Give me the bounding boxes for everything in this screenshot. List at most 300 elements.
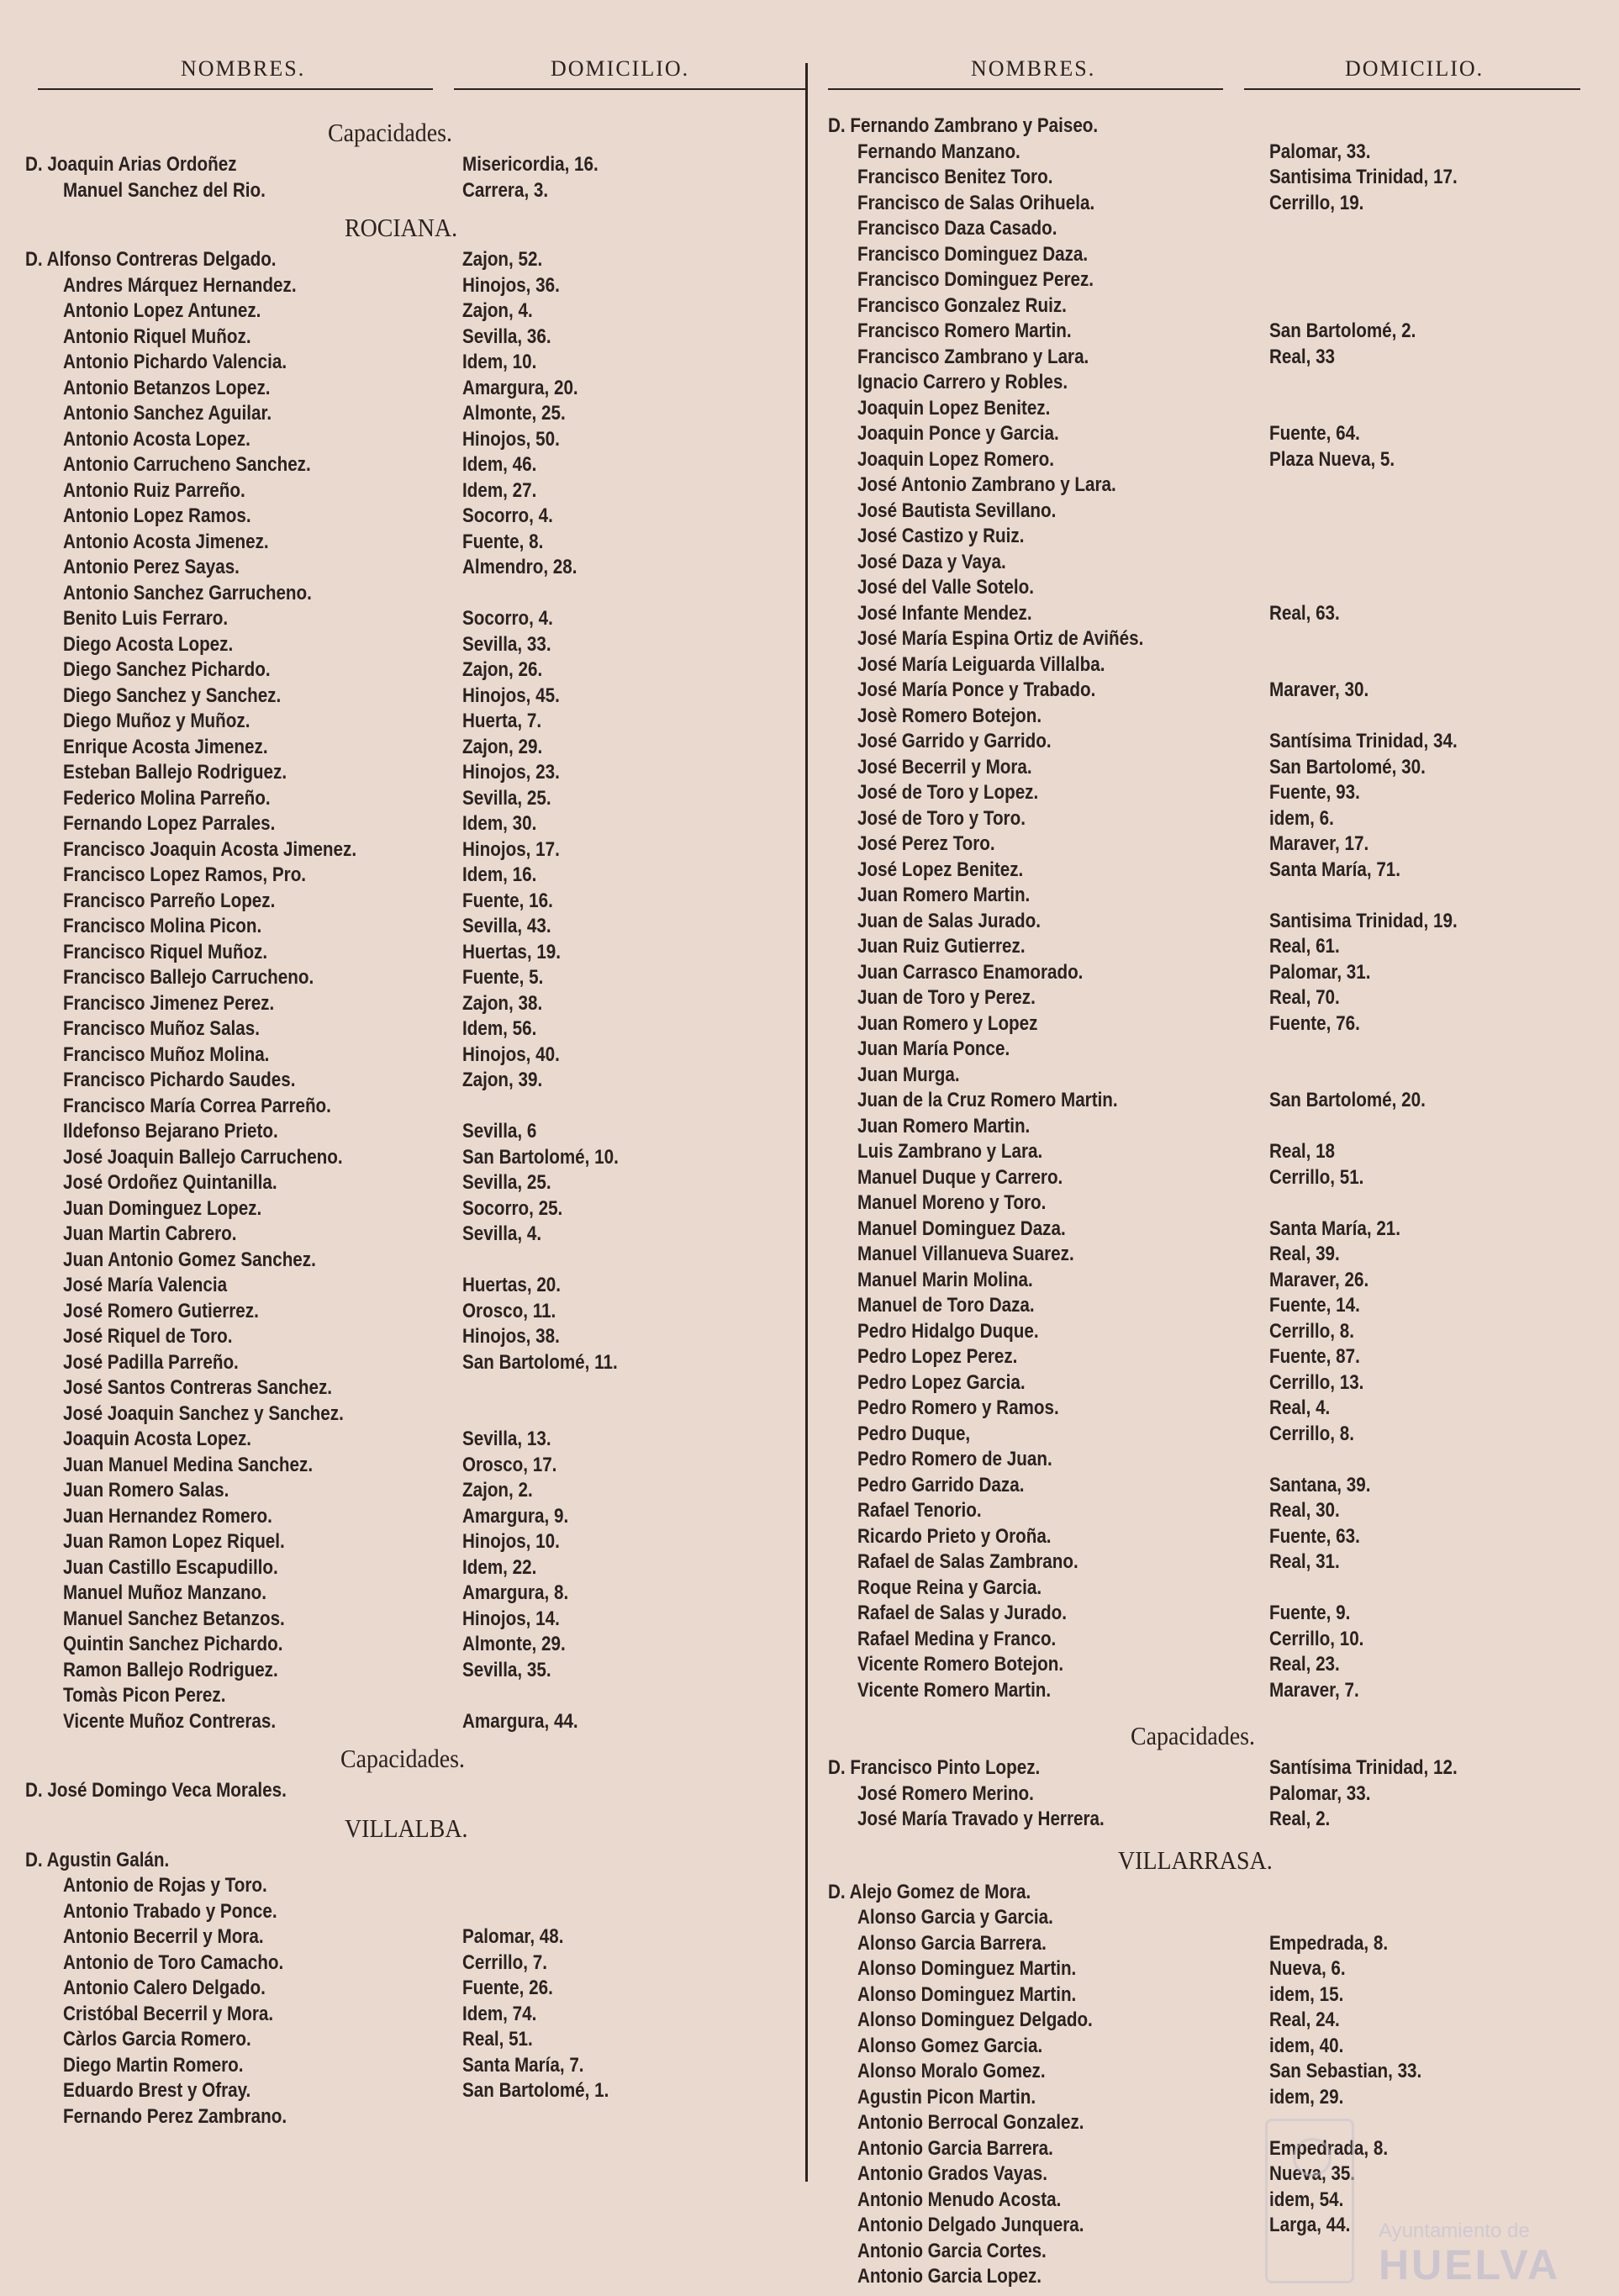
- list-item: [25, 298, 782, 325]
- list-item: [25, 1375, 782, 1401]
- list-item: [828, 1088, 1585, 1114]
- person-address: Misericordia, 16.: [462, 153, 599, 176]
- list-item: [828, 1268, 1585, 1294]
- person-name: Manuel Villanueva Suarez.: [857, 1243, 1074, 1265]
- person-name: Benito Luis Ferraro.: [63, 607, 229, 630]
- list-item: [25, 478, 782, 504]
- person-address: Idem, 74.: [462, 2002, 537, 2025]
- list-item: [828, 1319, 1585, 1345]
- person-name: Juan Carrasco Enamorado.: [857, 960, 1084, 984]
- list-item: [828, 729, 1585, 755]
- person-name: Juan Romero Salas.: [63, 1479, 229, 1502]
- person-address: Nueva, 35.: [1269, 2162, 1356, 2185]
- person-address: Almonte, 25.: [462, 402, 566, 425]
- person-name: Francisco Muñoz Salas.: [63, 1017, 260, 1040]
- list-item: [828, 1165, 1585, 1191]
- person-address: Real, 39.: [1269, 1243, 1340, 1265]
- list-item: [828, 396, 1585, 422]
- person-name: Josè Romero Botejon.: [857, 704, 1042, 727]
- person-name: Francisco Gonzalez Ruiz.: [857, 293, 1067, 317]
- person-name: Càrlos Garcia Romero.: [63, 2028, 251, 2051]
- list-item: [25, 760, 782, 786]
- list-item: [828, 421, 1585, 447]
- list-item: [25, 684, 782, 710]
- person-address: Huerta, 7.: [462, 710, 542, 732]
- list-item: [25, 1427, 782, 1453]
- person-address: Real, 4.: [1269, 1396, 1331, 1419]
- person-address: Sevilla, 25.: [462, 1171, 551, 1194]
- person-address: Zajon, 26.: [462, 658, 543, 681]
- list-item: [25, 1273, 782, 1299]
- person-address: Real, 18: [1269, 1140, 1336, 1163]
- person-name: Francisco Zambrano y Lara.: [857, 345, 1089, 368]
- list-item: [25, 940, 782, 966]
- person-address: Carrera, 3.: [462, 178, 549, 202]
- list-item: [25, 2104, 782, 2130]
- list-item: [828, 1396, 1585, 1422]
- spacer: [828, 1833, 1585, 1841]
- person-address: Hinojos, 17.: [462, 837, 560, 861]
- left-column-header: [25, 46, 782, 80]
- list-item: [828, 2161, 1585, 2188]
- person-name: Diego Acosta Lopez.: [63, 632, 234, 656]
- list-item: [25, 427, 782, 453]
- list-item: [25, 837, 782, 863]
- person-name: Alonso Dominguez Delgado.: [857, 2008, 1093, 2031]
- person-address: Zajon, 2.: [462, 1479, 533, 1502]
- person-address: Sevilla, 4.: [462, 1222, 542, 1245]
- person-name: José Romero Merino.: [857, 1781, 1034, 1805]
- section-title: [25, 1809, 782, 1848]
- person-name: José Riquel de Toro.: [63, 1325, 233, 1348]
- person-address: Palomar, 48.: [462, 1925, 564, 1948]
- person-address: Plaza Nueva, 5.: [1269, 447, 1395, 471]
- person-name: Antonio Lopez Ramos.: [63, 504, 251, 527]
- person-name: Joaquin Acosta Lopez.: [63, 1428, 252, 1450]
- person-address: Amargura, 8.: [462, 1581, 569, 1604]
- list-item: [828, 934, 1585, 960]
- list-item: [828, 2188, 1585, 2214]
- person-address: Zajon, 38.: [462, 991, 543, 1015]
- person-address: Palomar, 33.: [1269, 140, 1371, 163]
- person-name: Fernando Lopez Parrales.: [63, 812, 276, 835]
- person-name: Juan Romero Martin.: [857, 884, 1031, 906]
- list-item: [828, 2136, 1585, 2162]
- list-item: [828, 550, 1585, 576]
- person-address: Real, 61.: [1269, 935, 1340, 958]
- person-name: José del Valle Sotelo.: [857, 576, 1034, 599]
- list-item: [828, 678, 1585, 704]
- person-name: Diego Sanchez y Sanchez.: [63, 684, 282, 707]
- section-title-text: VILLALBA.: [345, 1813, 468, 1843]
- person-name: Rafael de Salas y Jurado.: [857, 1602, 1067, 1624]
- list-item: [828, 319, 1585, 345]
- person-name: Francisco Daza Casado.: [857, 217, 1057, 240]
- section-title-text: Capacidades.: [340, 1744, 465, 1773]
- person-name: Juan Ruiz Gutierrez.: [857, 935, 1026, 958]
- person-name: Juan Manuel Medina Sanchez.: [63, 1453, 314, 1476]
- list-item: [828, 524, 1585, 550]
- person-name: Antonio Acosta Lopez.: [63, 427, 250, 451]
- list-item: [828, 472, 1585, 499]
- person-name: Rafael de Salas Zambrano.: [857, 1550, 1078, 1573]
- list-item: [25, 709, 782, 735]
- person-address: Sevilla, 36.: [462, 325, 551, 348]
- person-address: Fuente, 9.: [1269, 1602, 1351, 1624]
- watermark-top-text: Ayuntamiento de: [1379, 2219, 1530, 2242]
- person-name: Joaquin Ponce y Garcia.: [857, 422, 1059, 445]
- list-item: [828, 1293, 1585, 1319]
- person-address: Socorro, 4.: [462, 504, 553, 527]
- list-item: [828, 242, 1585, 268]
- person-address: Zajon, 29.: [462, 735, 543, 758]
- list-item: [25, 914, 782, 940]
- list-item: [828, 806, 1585, 832]
- list-item: [25, 1350, 782, 1376]
- list-item: [828, 1063, 1585, 1089]
- person-name: Agustin Picon Martin.: [857, 2085, 1036, 2109]
- list-item: [828, 140, 1585, 166]
- person-address: San Sebastian, 33.: [1269, 2060, 1422, 2082]
- person-name: Francisco Benitez Toro.: [857, 166, 1053, 188]
- person-name: Antonio Acosta Jimenez.: [63, 530, 269, 553]
- list-item: [828, 960, 1585, 986]
- list-item: [828, 447, 1585, 473]
- person-address: Cerrillo, 8.: [1269, 1422, 1354, 1445]
- person-name: Francisco Jimenez Perez.: [63, 991, 275, 1015]
- person-name: Joaquin Lopez Romero.: [857, 447, 1054, 471]
- list-item: [25, 1658, 782, 1684]
- person-name: José Bautista Sevillano.: [857, 499, 1057, 522]
- list-item: [25, 632, 782, 658]
- person-name: Antonio Sanchez Garrucheno.: [63, 581, 312, 604]
- person-address: Fuente, 64.: [1269, 422, 1360, 445]
- person-name: Fernando Perez Zambrano.: [63, 2104, 287, 2128]
- list-item: [25, 1299, 782, 1325]
- section-title-text: Capacidades.: [1131, 1721, 1255, 1750]
- person-name: Andres Márquez Hernandez.: [63, 273, 297, 297]
- person-address: idem, 40.: [1269, 2034, 1344, 2057]
- person-address: Hinojos, 14.: [462, 1607, 560, 1630]
- person-name: Francisco Pichardo Saudes.: [63, 1069, 296, 1091]
- list-item: [25, 2053, 782, 2079]
- person-name: Vicente Romero Martin.: [857, 1678, 1052, 1702]
- list-item: [828, 165, 1585, 191]
- list-item: [828, 267, 1585, 293]
- person-name: Eduardo Brest y Ofray.: [63, 2079, 251, 2102]
- person-address: Hinojos, 23.: [462, 761, 560, 784]
- list-item: [25, 530, 782, 556]
- person-address: Almendro, 28.: [462, 556, 577, 578]
- person-name: Pedro Garrido Daza.: [857, 1473, 1025, 1496]
- list-item: [828, 370, 1585, 396]
- person-address: Empedrada, 8.: [1269, 1931, 1389, 1955]
- names-header: NOMBRES.: [971, 56, 1096, 81]
- section-title: [25, 113, 782, 152]
- list-item: [828, 1755, 1585, 1781]
- person-address: Santisima Trinidad, 17.: [1269, 166, 1458, 188]
- list-item: [828, 1524, 1585, 1550]
- person-name: Esteban Ballejo Rodriguez.: [63, 761, 287, 784]
- person-address: Larga, 44.: [1269, 2214, 1351, 2236]
- person-name: Antonio Berrocal Gonzalez.: [857, 2111, 1084, 2134]
- list-item: [828, 1037, 1585, 1063]
- person-name: Juan Murga.: [857, 1063, 960, 1086]
- person-name: Antonio Carrucheno Sanchez.: [63, 453, 311, 476]
- person-name: Manuel Muñoz Manzano.: [63, 1581, 266, 1604]
- list-item: [25, 1899, 782, 1925]
- list-item: [25, 863, 782, 889]
- person-name: Tomàs Picon Perez.: [63, 1684, 226, 1707]
- person-address: Real, 2.: [1269, 1808, 1331, 1830]
- person-name: Antonio Calero Delgado.: [63, 1977, 266, 1999]
- person-name: José Garrido y Garrido.: [857, 730, 1052, 752]
- person-name: D. Fernando Zambrano y Paiseo.: [828, 114, 1099, 137]
- list-item: [25, 1196, 782, 1222]
- person-name: Alonso Gomez Garcia.: [857, 2034, 1043, 2057]
- list-item: [828, 704, 1585, 730]
- person-name: Enrique Acosta Jimenez.: [63, 735, 268, 758]
- list-item: [828, 2110, 1585, 2136]
- person-address: Santisima Trinidad, 19.: [1269, 909, 1458, 932]
- person-address: Maraver, 30.: [1269, 678, 1369, 701]
- list-item: [25, 1068, 782, 1094]
- person-name: Pedro Romero de Juan.: [857, 1448, 1052, 1470]
- list-item: [828, 1447, 1585, 1473]
- person-name: José María Valencia: [63, 1274, 228, 1296]
- person-name: Manuel Marin Molina.: [857, 1268, 1033, 1291]
- section-title: [828, 1841, 1585, 1880]
- person-address: Real, 63.: [1269, 601, 1340, 625]
- list-item: [828, 113, 1585, 140]
- person-name: Francisco Parreño Lopez.: [63, 889, 276, 912]
- person-name: Alonso Garcia Barrera.: [857, 1931, 1047, 1955]
- person-address: Cerrillo, 10.: [1269, 1627, 1364, 1650]
- list-item: [828, 1242, 1585, 1268]
- person-address: Real, 30.: [1269, 1499, 1340, 1522]
- list-item: [25, 1145, 782, 1171]
- header-rule: [454, 88, 807, 90]
- person-address: Amargura, 9.: [462, 1504, 569, 1528]
- names-header: NOMBRES.: [181, 56, 306, 81]
- person-name: Francisco Joaquin Acosta Jimenez.: [63, 837, 357, 861]
- person-address: Hinojos, 40.: [462, 1042, 560, 1066]
- list-item: [828, 1370, 1585, 1396]
- section-title-text: VILLARRASA.: [1118, 1845, 1273, 1875]
- person-name: Diego Martin Romero.: [63, 2053, 244, 2077]
- person-name: Alonso Garcia y Garcia.: [857, 1906, 1053, 1929]
- list-item: [25, 1709, 782, 1735]
- person-address: Fuente, 87.: [1269, 1345, 1360, 1368]
- person-address: Hinojos, 36.: [462, 273, 560, 297]
- person-address: Fuente, 76.: [1269, 1011, 1360, 1035]
- person-name: Federico Molina Parreño.: [63, 786, 271, 810]
- list-item: [828, 1807, 1585, 1833]
- list-item: [25, 1873, 782, 1899]
- list-item: [25, 1529, 782, 1555]
- section-title: [828, 1717, 1585, 1755]
- person-address: Santísima Trinidad, 12.: [1269, 1756, 1458, 1779]
- section-title: [25, 1739, 782, 1778]
- address-header: DOMICILIO.: [551, 56, 690, 81]
- person-name: Quintin Sanchez Pichardo.: [63, 1633, 283, 1655]
- list-item: [828, 1114, 1585, 1140]
- list-item: [828, 1344, 1585, 1370]
- person-address: Zajon, 4.: [462, 299, 533, 322]
- list-item: [828, 883, 1585, 909]
- person-name: Juan Antonio Gomez Sanchez.: [63, 1248, 316, 1271]
- person-name: Fernando Manzano.: [857, 140, 1020, 163]
- person-name: Juan Hernandez Romero.: [63, 1504, 272, 1528]
- person-name: José Lopez Benitez.: [857, 858, 1024, 881]
- person-address: Sevilla, 33.: [462, 632, 551, 656]
- person-name: Cristóbal Becerril y Mora.: [63, 2002, 274, 2025]
- person-name: Antonio Ruiz Parreño.: [63, 478, 245, 502]
- list-item: [828, 2059, 1585, 2085]
- person-address: Sevilla, 35.: [462, 1658, 551, 1681]
- person-address: Cerrillo, 13.: [1269, 1370, 1364, 1394]
- header-rule: [38, 88, 433, 90]
- person-name: Francisco Romero Martin.: [857, 319, 1072, 342]
- list-item: [25, 1555, 782, 1581]
- person-name: Antonio Menudo Acosta.: [857, 2188, 1062, 2211]
- list-item: [25, 1683, 782, 1709]
- list-item: [25, 1607, 782, 1633]
- person-name: Pedro Lopez Garcia.: [857, 1370, 1026, 1394]
- person-name: Antonio de Toro Camacho.: [63, 1950, 284, 1974]
- list-item: [828, 499, 1585, 525]
- list-item: [25, 1581, 782, 1607]
- person-name: Antonio Lopez Antunez.: [63, 299, 261, 322]
- list-item: [25, 376, 782, 402]
- list-item: [25, 350, 782, 376]
- person-address: San Bartolomé, 2.: [1269, 319, 1416, 342]
- person-address: idem, 54.: [1269, 2188, 1344, 2211]
- person-name: Manuel Moreno y Toro.: [857, 1191, 1047, 1214]
- list-item: [828, 1652, 1585, 1678]
- list-item: [25, 657, 782, 684]
- list-item: [25, 1976, 782, 2002]
- person-name: Juan de Salas Jurado.: [857, 909, 1041, 932]
- list-item: [25, 2078, 782, 2104]
- list-item: [25, 889, 782, 915]
- list-item: [25, 1119, 782, 1145]
- person-address: Almonte, 29.: [462, 1633, 566, 1655]
- list-item: [25, 555, 782, 581]
- person-address: Fuente, 63.: [1269, 1524, 1360, 1548]
- list-item: [828, 1781, 1585, 1808]
- list-item: [25, 1632, 782, 1658]
- person-name: Francisco Ballejo Carrucheno.: [63, 966, 314, 989]
- list-item: [25, 1094, 782, 1120]
- person-address: Santísima Trinidad, 34.: [1269, 730, 1458, 752]
- list-item: [25, 1504, 782, 1530]
- person-name: Juan María Ponce.: [857, 1037, 1010, 1060]
- person-name: Pedro Romero y Ramos.: [857, 1396, 1059, 1419]
- list-item: [828, 2008, 1585, 2034]
- person-name: José Becerril y Mora.: [857, 755, 1032, 779]
- left-list: [25, 113, 782, 2130]
- list-item: [25, 325, 782, 351]
- person-name: Pedro Duque,: [857, 1422, 971, 1445]
- list-item: [828, 831, 1585, 858]
- person-address: idem, 6.: [1269, 806, 1334, 830]
- person-name: Francisco Dominguez Daza.: [857, 242, 1089, 266]
- person-name: D. Alejo Gomez de Mora.: [828, 1880, 1031, 1903]
- person-address: Santa María, 71.: [1269, 858, 1401, 881]
- person-name: Manuel Sanchez Betanzos.: [63, 1607, 285, 1630]
- person-address: Santana, 39.: [1269, 1473, 1371, 1496]
- person-address: Fuente, 5.: [462, 966, 544, 989]
- person-name: Ramon Ballejo Rodriguez.: [63, 1658, 278, 1681]
- list-item: [828, 985, 1585, 1011]
- list-item: [828, 2085, 1585, 2111]
- person-address: Real, 23.: [1269, 1653, 1340, 1676]
- header-rule: [828, 88, 1223, 90]
- person-name: Antonio Garcia Lopez.: [857, 2265, 1042, 2288]
- list-item: [828, 652, 1585, 678]
- list-item: [828, 1880, 1585, 1906]
- person-address: Fuente, 26.: [462, 1977, 553, 1999]
- list-item: [25, 1248, 782, 1274]
- person-address: Orosco, 17.: [462, 1453, 557, 1476]
- person-address: Real, 70.: [1269, 986, 1340, 1009]
- watermark-main-text: HUELVA: [1379, 2241, 1561, 2288]
- list-item: [25, 606, 782, 632]
- person-address: Maraver, 7.: [1269, 1678, 1359, 1702]
- list-item: [25, 2027, 782, 2053]
- list-item: [828, 1576, 1585, 1602]
- person-name: Francisco de Salas Orihuela.: [857, 191, 1095, 214]
- list-item: [25, 1453, 782, 1479]
- list-item: [828, 755, 1585, 781]
- person-name: Antonio Trabado y Ponce.: [63, 1899, 277, 1923]
- list-item: [828, 1473, 1585, 1499]
- person-name: Antonio Pichardo Valencia.: [63, 351, 287, 373]
- list-item: [25, 1042, 782, 1069]
- person-name: Manuel Sanchez del Rio.: [63, 178, 266, 202]
- person-address: Cerrillo, 51.: [1269, 1165, 1364, 1189]
- person-address: Fuente, 14.: [1269, 1294, 1360, 1317]
- person-name: Juan de la Cruz Romero Martin.: [857, 1089, 1118, 1111]
- person-name: Antonio de Rojas y Toro.: [63, 1874, 267, 1897]
- person-name: Alonso Dominguez Martin.: [857, 1982, 1077, 2006]
- person-name: Joaquin Lopez Benitez.: [857, 396, 1051, 420]
- list-item: [828, 1678, 1585, 1704]
- person-address: Orosco, 11.: [462, 1299, 556, 1322]
- person-address: San Bartolomé, 10.: [462, 1145, 619, 1169]
- person-name: Francisco María Correa Parreño.: [63, 1094, 331, 1117]
- list-item: [25, 1924, 782, 1950]
- person-name: Juan Castillo Escapudillo.: [63, 1555, 278, 1579]
- person-name: José Perez Toro.: [857, 832, 995, 855]
- list-item: [25, 1016, 782, 1042]
- person-address: Nueva, 6.: [1269, 1957, 1346, 1980]
- person-name: D. José Domingo Veca Morales.: [25, 1779, 287, 1802]
- person-address: Sevilla, 13.: [462, 1428, 551, 1450]
- person-address: San Bartolomé, 20.: [1269, 1089, 1426, 1111]
- person-name: José Padilla Parreño.: [63, 1350, 239, 1374]
- person-name: Juan Romero Martin.: [857, 1114, 1031, 1137]
- column-divider: [805, 63, 808, 2182]
- person-name: José Infante Mendez.: [857, 601, 1032, 625]
- person-address: San Bartolomé, 30.: [1269, 755, 1426, 779]
- person-name: José Castizo y Ruiz.: [857, 525, 1025, 547]
- person-address: Sevilla, 6: [462, 1120, 537, 1143]
- person-address: Cerrillo, 19.: [1269, 191, 1364, 214]
- person-name: José María Espina Ortiz de Aviñés.: [857, 627, 1144, 650]
- list-item: [828, 1627, 1585, 1653]
